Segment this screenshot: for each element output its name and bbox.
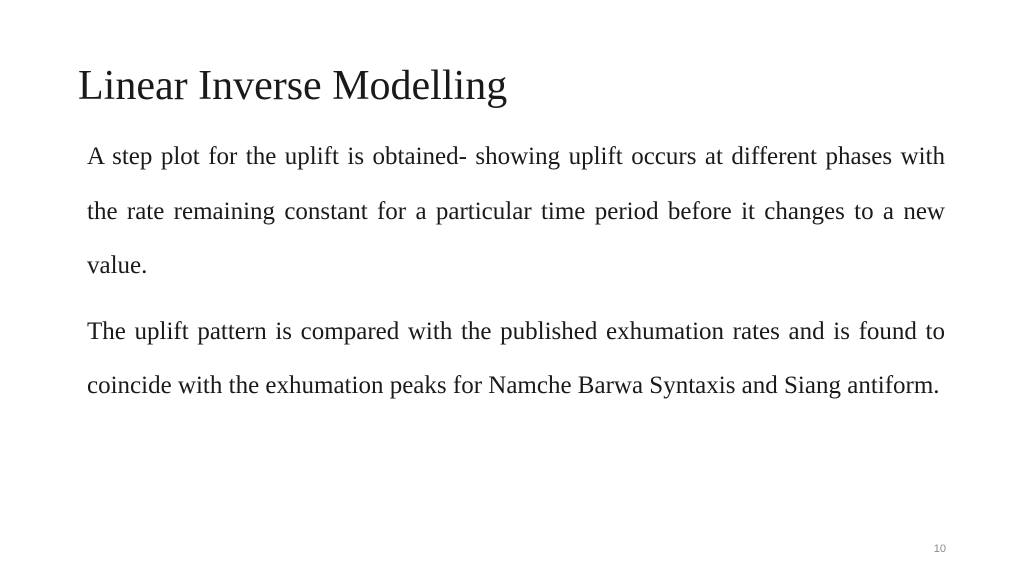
slide-body: [87, 130, 945, 414]
paragraph-uplift-pattern: The uplift pattern is compared with the published exhumation rates and is found to coincide with the exhumation peaks for Namche Barwa Syntaxis and Siang antiform.: [87, 317, 945, 399]
paragraph-step-plot: A step plot for the uplift is obtained- showing uplift occurs at different phases with the rate remaining constant for a particular time period before it changes to a new value.: [87, 143, 945, 279]
page-number: 10: [933, 543, 946, 555]
slide-title: Linear Inverse Modelling: [78, 63, 508, 109]
